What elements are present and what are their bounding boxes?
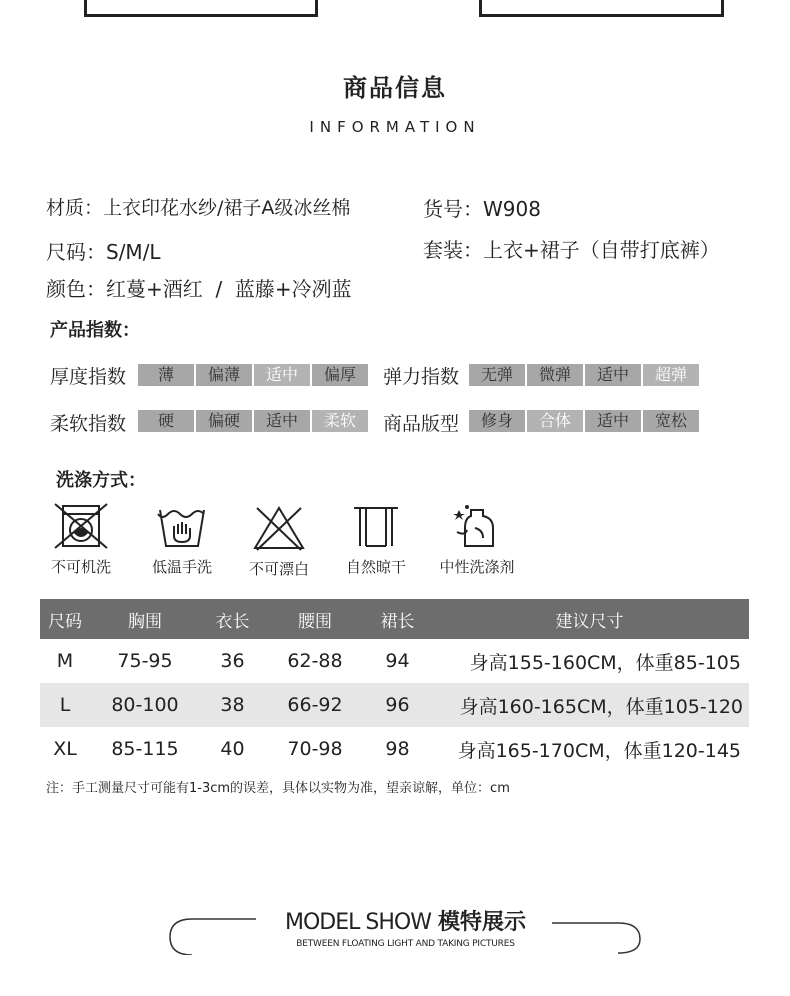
wash-label: 中性洗涤剂 xyxy=(439,558,515,576)
model-show-subtitle: BETWEEN FLOATING LIGHT AND TAKING PICTURES xyxy=(296,939,515,949)
table-cell: 62-88 xyxy=(287,650,343,672)
model-show-title-en: MODEL SHOW xyxy=(285,910,431,935)
table-cell: XL xyxy=(53,738,77,760)
table-cell: 身高160-165CM，体重105-120 xyxy=(430,683,749,727)
column-header: 衣长 xyxy=(200,599,265,639)
neutral-detergent-icon xyxy=(445,502,509,550)
table-cell: 98 xyxy=(385,738,410,760)
table-cell: 身高155-160CM，体重85-105 xyxy=(469,651,741,674)
table-cell: 75-95 xyxy=(117,650,173,672)
table-cell: 85-115 xyxy=(111,738,179,760)
elasticity-option: 无弹 xyxy=(469,364,525,386)
table-cell: 38 xyxy=(200,683,265,727)
elasticity-index-label: 弹力指数 xyxy=(383,366,460,388)
thickness-option: 薄 xyxy=(138,364,194,386)
softness-option: 硬 xyxy=(138,410,194,432)
table-row xyxy=(40,727,749,771)
fit-option-selected: 合体 xyxy=(527,410,583,432)
table-row xyxy=(40,683,749,727)
indices-heading: 产品指数： xyxy=(50,320,140,341)
no-bleach-icon xyxy=(247,502,311,552)
fit-index-label: 商品版型 xyxy=(383,413,460,435)
column-header: 裙长 xyxy=(365,599,430,639)
wash-label: 不可漂白 xyxy=(248,560,309,578)
softness-option: 适中 xyxy=(254,410,310,432)
model-show-banner xyxy=(168,905,643,955)
table-cell: L xyxy=(40,683,90,727)
model-show-title-cn: 模特展示 xyxy=(437,910,526,935)
color-box-left xyxy=(84,0,318,17)
fit-option: 宽松 xyxy=(643,410,699,432)
color-box-right xyxy=(479,0,724,17)
wash-label: 不可机洗 xyxy=(50,558,111,576)
table-row xyxy=(40,639,749,683)
wash-label: 低温手洗 xyxy=(151,558,212,576)
softness-option-selected: 柔软 xyxy=(312,410,368,432)
wash-label: 自然晾干 xyxy=(345,558,406,576)
size-table xyxy=(40,599,749,771)
item-number-info: 货号：W908 xyxy=(423,197,541,221)
wash-item xyxy=(234,502,324,579)
wash-item xyxy=(432,502,522,577)
table-cell: M xyxy=(56,650,74,672)
thickness-option: 偏薄 xyxy=(196,364,252,386)
size-info: 尺码：S/M/L xyxy=(46,240,161,264)
thickness-option: 偏厚 xyxy=(312,364,368,386)
hand-wash-icon xyxy=(150,502,214,550)
no-machine-wash-icon xyxy=(49,502,113,550)
color-info: 颜色：红蔓+酒红 / 蓝藤+冷冽蓝 xyxy=(46,277,352,301)
table-cell: 80-100 xyxy=(90,683,200,727)
thickness-index-label: 厚度指数 xyxy=(50,366,127,388)
elasticity-option: 适中 xyxy=(585,364,641,386)
softness-option: 偏硬 xyxy=(196,410,252,432)
table-cell: 36 xyxy=(220,650,245,672)
wash-heading: 洗涤方式： xyxy=(56,470,146,491)
column-header: 腰围 xyxy=(265,599,365,639)
table-cell: 66-92 xyxy=(265,683,365,727)
table-cell: 身高165-170CM，体重120-145 xyxy=(457,739,741,762)
section-subtitle: INFORMATION xyxy=(309,118,481,136)
set-info: 套装：上衣+裙子（自带打底裤） xyxy=(423,238,720,262)
thickness-option-selected: 适中 xyxy=(254,364,310,386)
softness-index-label: 柔软指数 xyxy=(50,413,127,435)
fit-option: 修身 xyxy=(469,410,525,432)
table-cell: 94 xyxy=(385,650,410,672)
material-info: 材质：上衣印花水纱/裙子A级冰丝棉 xyxy=(46,197,351,219)
column-header: 胸围 xyxy=(90,599,200,639)
measurement-note: 注：手工测量尺寸可能有1-3cm的误差，具体以实物为准，望亲谅解，单位：cm xyxy=(46,781,510,796)
wash-item xyxy=(331,502,421,577)
hang-dry-icon xyxy=(344,502,408,550)
table-header-row xyxy=(40,599,749,639)
fit-option: 适中 xyxy=(585,410,641,432)
section-title: 商品信息 xyxy=(343,74,447,102)
table-cell: 96 xyxy=(365,683,430,727)
wash-item xyxy=(137,502,227,577)
table-cell: 70-98 xyxy=(287,738,343,760)
column-header: 尺码 xyxy=(40,599,90,639)
model-show-title xyxy=(268,905,543,936)
wash-item xyxy=(36,502,126,577)
elasticity-option: 微弹 xyxy=(527,364,583,386)
elasticity-option-selected: 超弹 xyxy=(643,364,699,386)
table-cell: 40 xyxy=(220,738,245,760)
column-header: 建议尺寸 xyxy=(430,599,749,639)
